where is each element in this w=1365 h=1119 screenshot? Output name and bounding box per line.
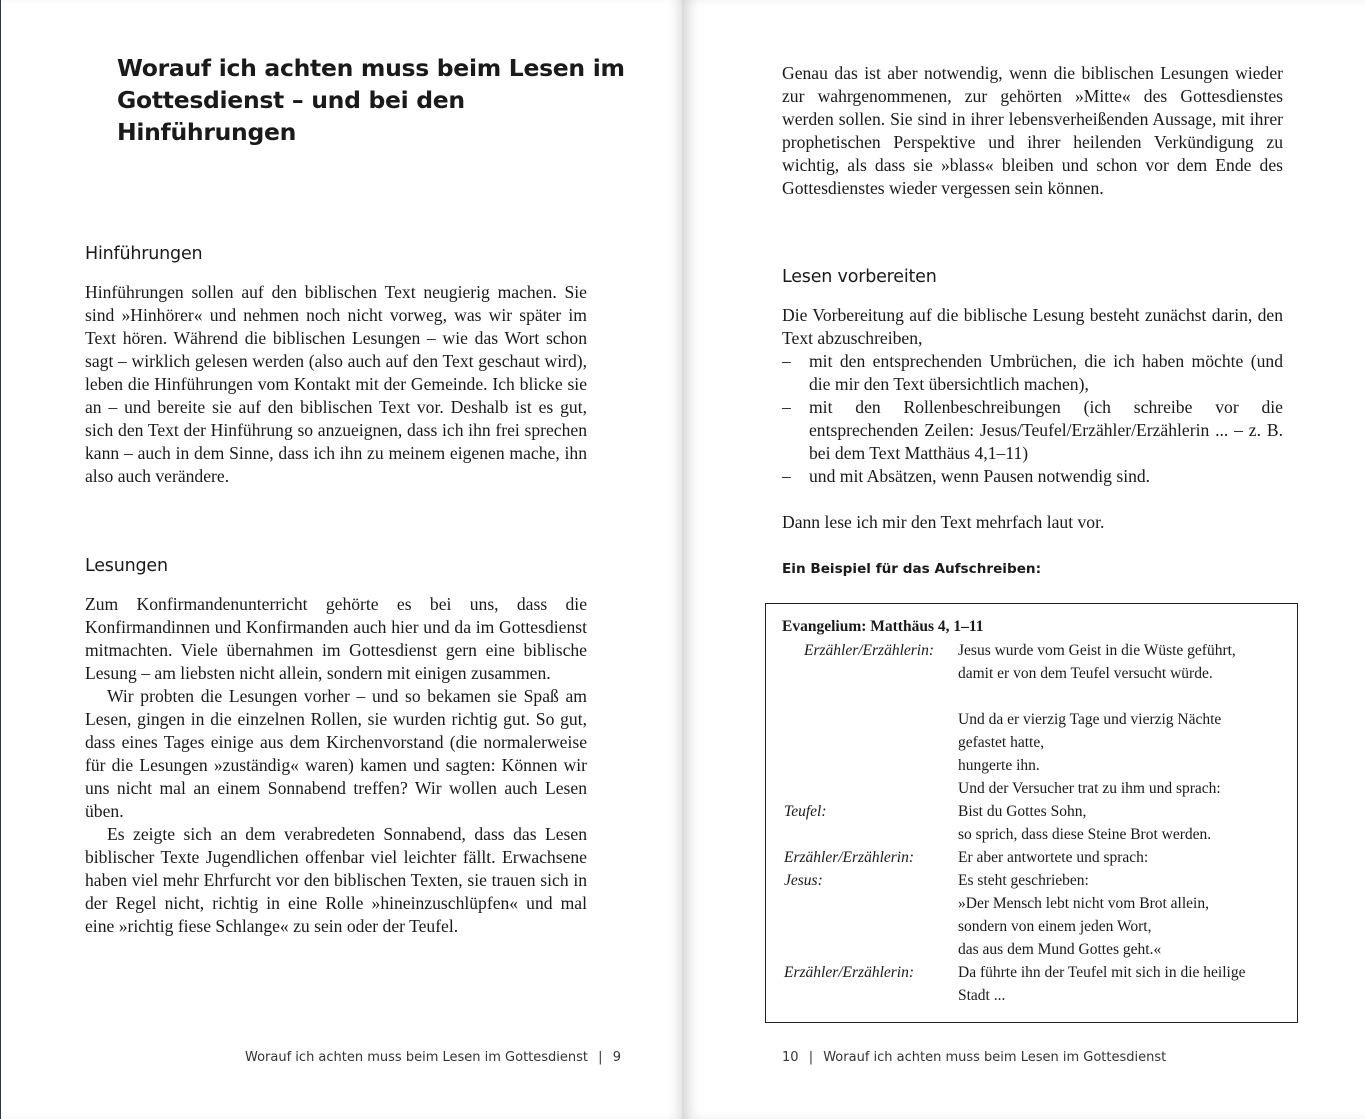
- example-text-block: [958, 846, 1288, 869]
- text-line: gefastet hatte,: [958, 734, 1045, 751]
- chapter-title: Worauf ich achten muss beim Lesen im Gottesdienst – und bei den Hinführungen: [117, 54, 625, 146]
- text-line: Und der Versucher trat zu ihm und sprach:: [958, 780, 1221, 797]
- section-body-lesen-vorbereiten: [782, 304, 1283, 534]
- section-heading-hinfuehrungen: Hinführungen: [85, 244, 203, 264]
- text-line: das aus dem Mund Gottes geht.«: [958, 941, 1162, 958]
- text-line: Da führte ihn der Teufel mit sich in die heilige: [958, 964, 1246, 981]
- paragraph: Hinführungen sollen auf den biblischen Text neugierig machen. Sie sind »Hinhörer« und nehmen noch nicht vorweg, was wir später im Text hören. Während die biblischen Lesungen – wie das Wort schon sagt – wirklich gelesen werden (also auch auf den Text geschaut wird), leben die Hinführungen vom Kontakt mit der Gemeinde. Ich blicke sie an – und bereite sie auf den biblischen Text vor. Deshalb ist es gut, sich den Text der Hinführung so anzueignen, dass ich ihn frei sprechen kann – auch in dem Sinne, dass ich ihn zu meinem eigenen mache, ihn also auch verändere.: [85, 282, 587, 486]
- text-line: Es steht geschrieben:: [958, 872, 1089, 889]
- running-header: Worauf ich achten muss beim Lesen im Gottesdienst: [245, 1050, 589, 1065]
- intro-body: [782, 62, 1283, 200]
- text-line: damit er von dem Teufel versucht würde.: [958, 665, 1213, 682]
- page-footer: [782, 1050, 1166, 1065]
- section-heading-lesen-vorbereiten: Lesen vorbereiten: [782, 267, 937, 287]
- text-line: hungerte ihn.: [958, 757, 1040, 774]
- list-item: – mit den entsprechenden Umbrüchen, die ich haben möchte (und die mir den Text übersichtlich machen),: [782, 350, 1283, 396]
- role-label: Erzähler/Erzählerin:: [784, 964, 915, 981]
- closing-line: Dann lese ich mir den Text mehrfach laut vor.: [782, 512, 1105, 532]
- role-label: Teufel:: [784, 803, 827, 820]
- page-footer: [245, 1050, 621, 1065]
- example-title: Evangelium: Matthäus 4, 1–11: [782, 618, 984, 635]
- paragraph: Zum Konfirmandenunterricht gehörte es bei uns, dass die Konfirmandinnen und Konfirmanden auch hier und da im Gottesdienst mitmachten. Viele übernahmen im Gottesdienst gern eine biblische Lesung – am liebsten nicht allein, sondern mit einigen zusammen.: [85, 594, 587, 683]
- footer-separator: |: [598, 1050, 603, 1065]
- example-text-block: [958, 961, 1288, 1007]
- list-item: – mit den Rollenbeschreibungen (ich schreibe vor die entsprechenden Zeilen: Jesus/Teufel/Erzähler/Erzählerin ... – z. B. bei dem Text Matthäus 4,1–11): [782, 396, 1283, 465]
- role-label: Erzähler/Erzählerin:: [804, 642, 935, 659]
- paragraph: Genau das ist aber notwendig, wenn die biblischen Lesungen wieder zur wahrgenommenen, zur gehörten »Mitte« des Gottesdienstes werden sollen. Sie sind in ihrer lebensverheißenden Aussage, mit ihrer prophetischen Perspektive und ihrer heilenden Verkündigung zu wichtig, als dass sie »blass« bleiben und schon vor dem Ende des Gottesdienstes wieder vergessen sein können.: [782, 63, 1283, 198]
- example-text-block: [958, 800, 1288, 846]
- text-line: Bist du Gottes Sohn,: [958, 803, 1087, 820]
- role-label: Jesus:: [784, 872, 823, 889]
- footer-separator: |: [808, 1050, 814, 1065]
- example-text-block: [958, 869, 1288, 961]
- example-text-block: [958, 639, 1288, 685]
- section-heading-lesungen: Lesungen: [85, 556, 168, 576]
- example-label: Ein Beispiel für das Aufschreiben:: [782, 561, 1042, 577]
- running-header: Worauf ich achten muss beim Lesen im Gottesdienst: [823, 1050, 1167, 1065]
- paragraph: Wir probten die Lesungen vorher – und so bekamen sie Spaß am Lesen, gingen in die einzelnen Rollen, sie wurden richtig gut. So gut, dass eines Tages einige aus dem Kirchenvorstand (die normalerweise für die Lesungen »zuständig« waren) kamen und sagten: Können wir uns nicht mal an einem Sonnabend treffen? Wir wollen auch Lesen üben.: [85, 686, 587, 821]
- example-box: [765, 603, 1298, 1023]
- page-number: 10: [782, 1050, 799, 1065]
- paragraph: Es zeigte sich an dem verabredeten Sonnabend, dass das Lesen biblischer Texte Jugendlichen offenbar viel leichter fällt. Erwachsene haben viel mehr Ehrfurcht vor den biblischen Texten, sie trauen sich in der Regel nicht, richtig in eine Rolle »hineinzuschlüpfen« und mal eine »richtig fiese Schlange« zu sein oder der Teufel.: [85, 824, 587, 936]
- text-line: Jesus wurde vom Geist in die Wüste geführt,: [958, 642, 1236, 659]
- text-line: »Der Mensch lebt nicht vom Brot allein,: [958, 895, 1209, 912]
- page-number: 9: [612, 1050, 621, 1065]
- preparation-list: [782, 350, 1283, 488]
- text-line: sondern von einem jeden Wort,: [958, 918, 1152, 935]
- role-label: Erzähler/Erzählerin:: [784, 849, 915, 866]
- section-body-hinfuehrungen: [85, 281, 587, 488]
- section-body-lesungen: [85, 593, 587, 938]
- example-text-block: [958, 708, 1288, 800]
- text-line: Stadt ...: [958, 987, 1006, 1004]
- text-line: Er aber antwortete und sprach:: [958, 849, 1149, 866]
- text-line: Und da er vierzig Tage und vierzig Nächte: [958, 711, 1222, 728]
- list-item: – und mit Absätzen, wenn Pausen notwendig sind.: [782, 465, 1283, 488]
- paragraph: Die Vorbereitung auf die biblische Lesung besteht zunächst darin, den Text abzuschreiben,: [782, 305, 1283, 348]
- text-line: so sprich, dass diese Steine Brot werden.: [958, 826, 1212, 843]
